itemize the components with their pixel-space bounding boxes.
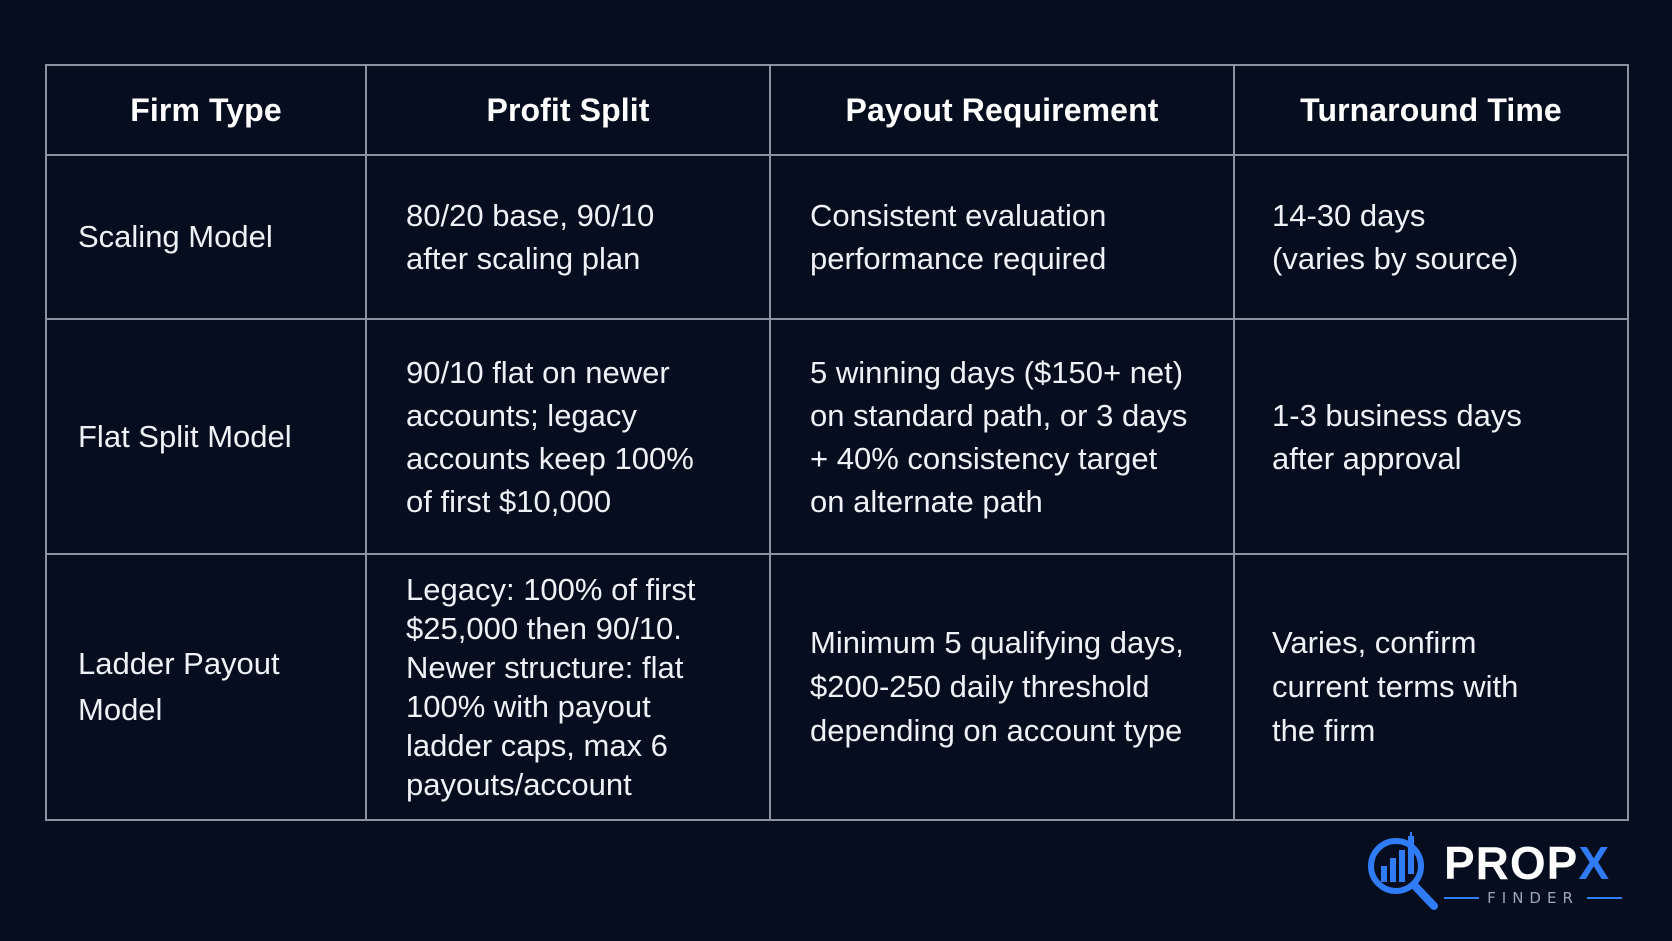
cell-profit-split	[366, 319, 770, 554]
cell-profit-split	[366, 554, 770, 820]
table-row	[46, 155, 1628, 319]
header-payout-requirement: Payout Requirement	[770, 65, 1234, 155]
cell-line: Minimum 5 qualifying days,	[810, 625, 1184, 660]
cell-line: Varies, confirm	[1272, 625, 1477, 660]
cell-payout-requirement	[770, 155, 1234, 319]
cell-line: of first $10,000	[406, 483, 612, 519]
cell-line: Consistent evaluation	[810, 198, 1107, 233]
cell-line: 5 winning days ($150+ net)	[810, 354, 1184, 390]
cell-turnaround-time	[1234, 319, 1628, 554]
cell-line: Ladder Payout	[78, 646, 280, 681]
cell-line: depending on account type	[810, 713, 1183, 748]
cell-firm-type	[46, 319, 366, 554]
comparison-table-wrapper	[45, 64, 1627, 821]
cell-line: current terms with	[1272, 669, 1519, 704]
cell-line: performance required	[810, 241, 1107, 276]
header-turnaround-time: Turnaround Time	[1234, 65, 1628, 155]
logo-subtitle: FINDER	[1487, 889, 1579, 907]
cell-line: Model	[78, 692, 163, 727]
cell-line: accounts keep 100%	[406, 440, 694, 476]
cell-line: 80/20 base, 90/10	[406, 198, 655, 233]
logo-subtitle-row	[1444, 888, 1622, 908]
cell-line: Flat Split Model	[78, 418, 292, 454]
header-profit-split: Profit Split	[366, 65, 770, 155]
cell-line: 1-3 business days	[1272, 397, 1522, 433]
cell-line: after approval	[1272, 440, 1462, 476]
cell-line: payouts/account	[406, 767, 632, 802]
header-firm-type: Firm Type	[46, 65, 366, 155]
cell-profit-split	[366, 155, 770, 319]
cell-line: Legacy: 100% of first	[406, 572, 696, 607]
cell-turnaround-time	[1234, 155, 1628, 319]
cell-payout-requirement	[770, 554, 1234, 820]
table-header-row	[46, 65, 1628, 155]
logo-word-accent: X	[1578, 837, 1611, 889]
logo-divider	[1587, 897, 1622, 899]
cell-line: $200-250 daily threshold	[810, 669, 1150, 704]
cell-line: 90/10 flat on newer	[406, 354, 670, 390]
logo-wordmark	[1444, 837, 1611, 889]
cell-line: (varies by source)	[1272, 241, 1519, 276]
logo-word-main: PROP	[1444, 837, 1579, 889]
cell-line: the firm	[1272, 713, 1376, 748]
cell-line: + 40% consistency target	[810, 440, 1158, 476]
cell-line: ladder caps, max 6	[406, 728, 668, 763]
firm-comparison-table	[45, 64, 1629, 821]
cell-line: Scaling Model	[78, 219, 273, 254]
cell-line: on alternate path	[810, 483, 1043, 519]
logo-divider	[1444, 897, 1479, 899]
table-row	[46, 554, 1628, 820]
cell-line: 14-30 days	[1272, 198, 1426, 233]
magnifier-bar-chart-icon	[1364, 832, 1444, 912]
cell-line: accounts; legacy	[406, 397, 637, 433]
cell-line: after scaling plan	[406, 241, 641, 276]
propx-finder-logo	[1364, 826, 1624, 912]
cell-line: Newer structure: flat	[406, 650, 684, 685]
cell-line: $25,000 then 90/10.	[406, 611, 682, 646]
cell-firm-type	[46, 554, 366, 820]
cell-payout-requirement	[770, 319, 1234, 554]
cell-firm-type	[46, 155, 366, 319]
cell-turnaround-time	[1234, 554, 1628, 820]
table-row	[46, 319, 1628, 554]
cell-line: 100% with payout	[406, 689, 651, 724]
cell-line: on standard path, or 3 days	[810, 397, 1188, 433]
